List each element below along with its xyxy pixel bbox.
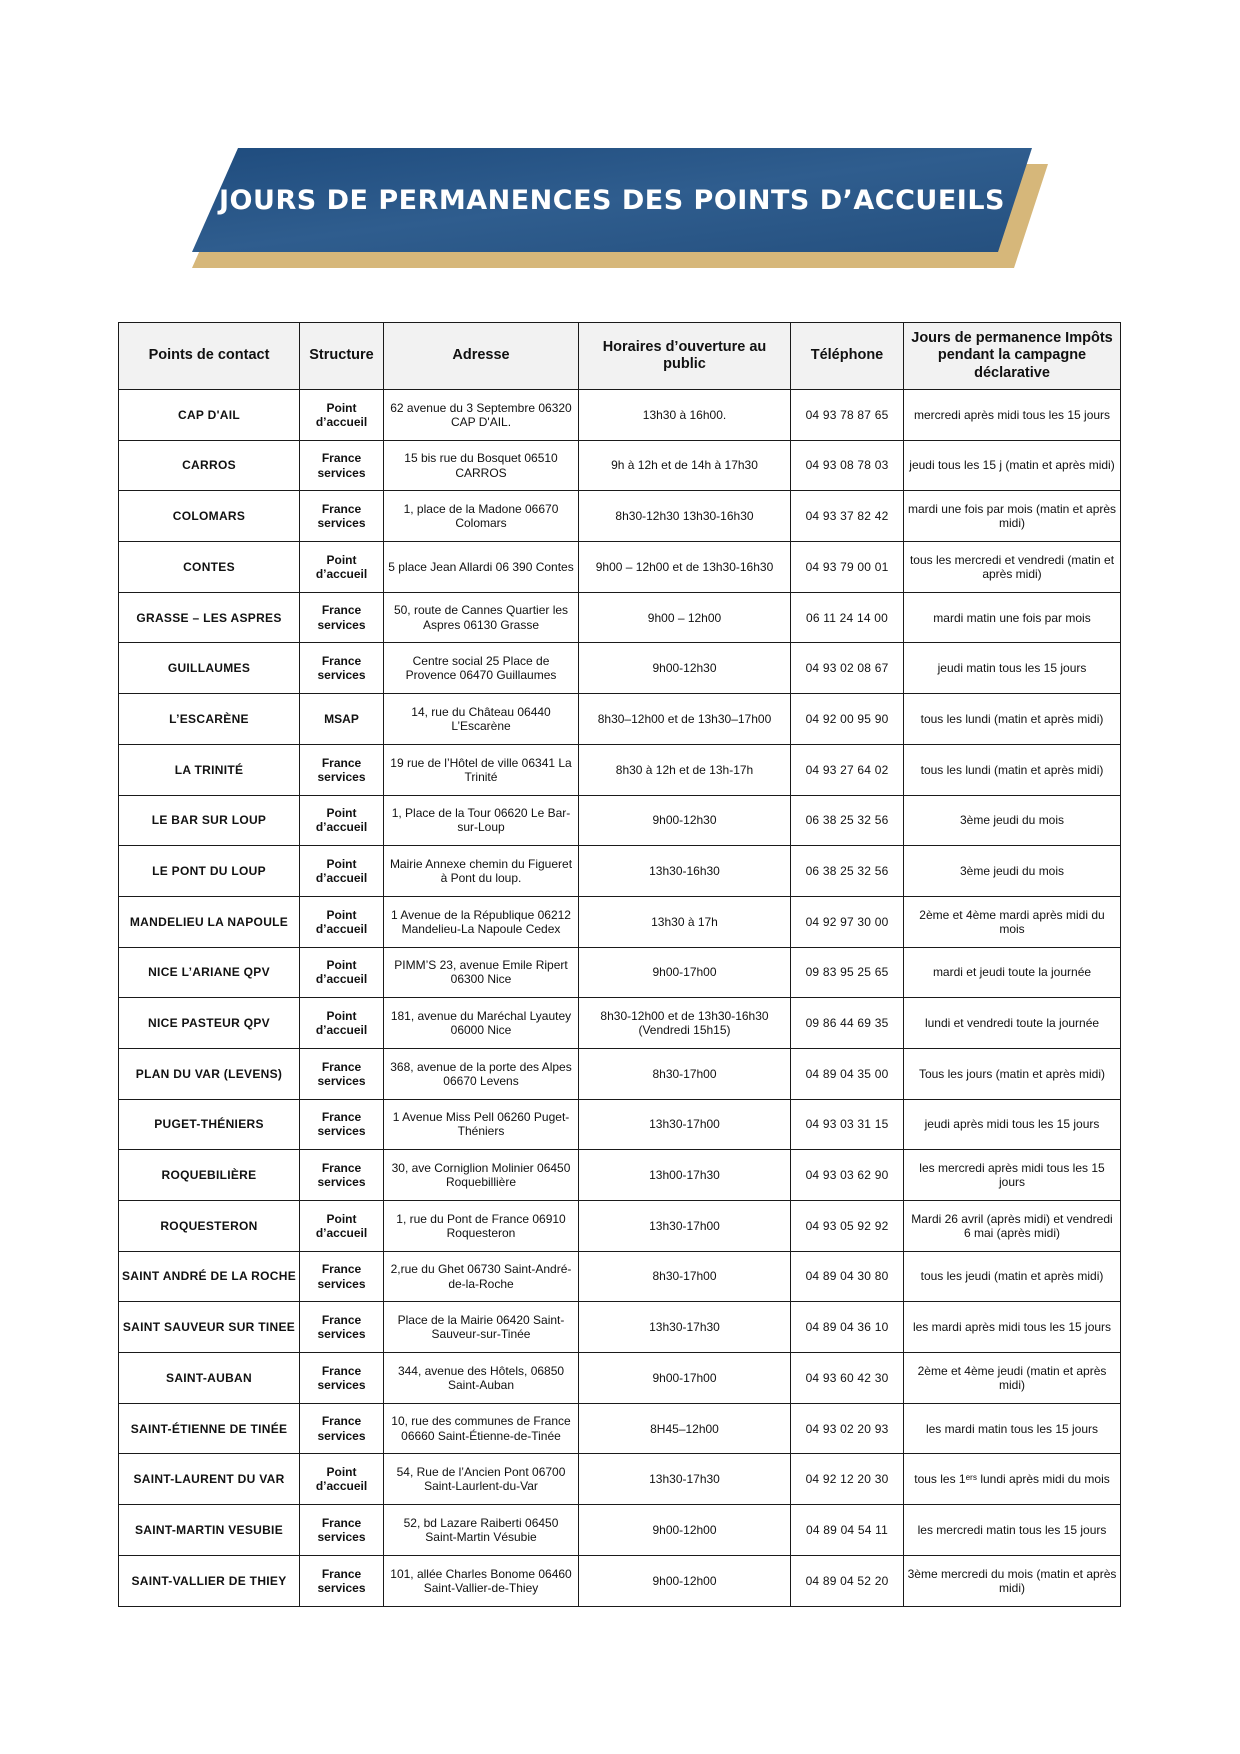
structure-type: France services <box>300 440 384 491</box>
permanence-days-cell: mardi et jeudi toute la journée <box>904 947 1121 998</box>
structure-type: France services <box>300 744 384 795</box>
table-row <box>119 1555 1121 1606</box>
opening-hours-cell: 9h00 – 12h00 et de 13h30-16h30 <box>579 542 791 593</box>
address-cell: 1, Place de la Tour 06620 Le Bar-sur-Loup <box>384 795 579 846</box>
opening-hours-cell: 13h30-17h30 <box>579 1454 791 1505</box>
address-cell: 1 Avenue de la République 06212 Mandelieu-La Napoule Cedex <box>384 896 579 947</box>
address-cell: 19 rue de l’Hôtel de ville 06341 La Trinité <box>384 744 579 795</box>
phone-cell: 06 11 24 14 00 <box>791 592 904 643</box>
table-row <box>119 491 1121 542</box>
phone-cell: 06 38 25 32 56 <box>791 846 904 897</box>
contact-point-name: CAP D'AIL <box>119 390 300 441</box>
phone-cell: 04 93 79 00 01 <box>791 542 904 593</box>
structure-type: France services <box>300 643 384 694</box>
structure-type: MSAP <box>300 694 384 745</box>
table-row <box>119 542 1121 593</box>
phone-cell: 04 93 05 92 92 <box>791 1201 904 1252</box>
opening-hours-cell: 8h30–12h00 et de 13h30–17h00 <box>579 694 791 745</box>
contact-point-name: CONTES <box>119 542 300 593</box>
permanence-days-cell: jeudi tous les 15 j (matin et après midi) <box>904 440 1121 491</box>
permanence-days-cell: tous les jeudi (matin et après midi) <box>904 1251 1121 1302</box>
opening-hours-cell: 9h00-12h30 <box>579 643 791 694</box>
phone-cell: 04 93 03 62 90 <box>791 1150 904 1201</box>
opening-hours-cell: 9h00-12h00 <box>579 1555 791 1606</box>
header-adresse: Adresse <box>384 323 579 390</box>
table-row <box>119 1099 1121 1150</box>
table-row <box>119 1505 1121 1556</box>
address-cell: Place de la Mairie 06420 Saint-Sauveur-sur-Tinée <box>384 1302 579 1353</box>
permanence-days-cell: mardi une fois par mois (matin et après midi) <box>904 491 1121 542</box>
contact-point-name: SAINT-MARTIN VESUBIE <box>119 1505 300 1556</box>
phone-cell: 04 93 78 87 65 <box>791 390 904 441</box>
permanence-days-cell: jeudi après midi tous les 15 jours <box>904 1099 1121 1150</box>
permanence-days-cell: mercredi après midi tous les 15 jours <box>904 390 1121 441</box>
address-cell: 344, avenue des Hôtels, 06850 Saint-Auban <box>384 1353 579 1404</box>
address-cell: 50, route de Cannes Quartier les Aspres 06130 Grasse <box>384 592 579 643</box>
opening-hours-cell: 13h30-16h30 <box>579 846 791 897</box>
address-cell: 1, rue du Pont de France 06910 Roquesteron <box>384 1201 579 1252</box>
structure-type: France services <box>300 491 384 542</box>
phone-cell: 04 89 04 36 10 <box>791 1302 904 1353</box>
opening-hours-cell: 13h30 à 16h00. <box>579 390 791 441</box>
phone-cell: 04 93 02 20 93 <box>791 1403 904 1454</box>
permanence-days-cell: 2ème et 4ème mardi après midi du mois <box>904 896 1121 947</box>
address-cell: 368, avenue de la porte des Alpes 06670 Levens <box>384 1048 579 1099</box>
contact-point-name: NICE PASTEUR QPV <box>119 998 300 1049</box>
opening-hours-cell: 8h30-17h00 <box>579 1048 791 1099</box>
contact-point-name: SAINT-AUBAN <box>119 1353 300 1404</box>
table-row <box>119 1251 1121 1302</box>
permanence-days-cell: jeudi matin tous les 15 jours <box>904 643 1121 694</box>
contact-point-name: COLOMARS <box>119 491 300 542</box>
table-row <box>119 390 1121 441</box>
table-row <box>119 1353 1121 1404</box>
opening-hours-cell: 13h00-17h30 <box>579 1150 791 1201</box>
header-telephone: Téléphone <box>791 323 904 390</box>
table-row <box>119 1201 1121 1252</box>
structure-type: Point d’accueil <box>300 1454 384 1505</box>
contact-point-name: LE PONT DU LOUP <box>119 846 300 897</box>
table-row <box>119 643 1121 694</box>
address-cell: 52, bd Lazare Raiberti 06450 Saint-Martin Vésubie <box>384 1505 579 1556</box>
contact-point-name: SAINT ANDRÉ DE LA ROCHE <box>119 1251 300 1302</box>
phone-cell: 04 93 03 31 15 <box>791 1099 904 1150</box>
address-cell: 30, ave Corniglion Molinier 06450 Roquebillière <box>384 1150 579 1201</box>
permanence-days-cell: les mardi matin tous les 15 jours <box>904 1403 1121 1454</box>
opening-hours-cell: 9h00 – 12h00 <box>579 592 791 643</box>
permanence-days-cell: tous les mercredi et vendredi (matin et après midi) <box>904 542 1121 593</box>
structure-type: Point d’accueil <box>300 846 384 897</box>
opening-hours-cell: 8h30-17h00 <box>579 1251 791 1302</box>
address-cell: 101, allée Charles Bonome 06460 Saint-Vallier-de-Thiey <box>384 1555 579 1606</box>
opening-hours-cell: 9h00-12h00 <box>579 1505 791 1556</box>
header-jours-de-permanence: Jours de permanence Impôts pendant la campagne déclarative <box>904 323 1121 390</box>
phone-cell: 06 38 25 32 56 <box>791 795 904 846</box>
table-row <box>119 1048 1121 1099</box>
phone-cell: 04 93 27 64 02 <box>791 744 904 795</box>
permanence-table <box>118 322 1121 1607</box>
contact-point-name: GRASSE – LES ASPRES <box>119 592 300 643</box>
structure-type: France services <box>300 1251 384 1302</box>
phone-cell: 09 83 95 25 65 <box>791 947 904 998</box>
structure-type: Point d’accueil <box>300 896 384 947</box>
structure-type: France services <box>300 1555 384 1606</box>
permanence-days-cell: lundi et vendredi toute la journée <box>904 998 1121 1049</box>
address-cell: 5 place Jean Allardi 06 390 Contes <box>384 542 579 593</box>
contact-point-name: ROQUESTERON <box>119 1201 300 1252</box>
phone-cell: 09 86 44 69 35 <box>791 998 904 1049</box>
address-cell: Mairie Annexe chemin du Figueret à Pont du loup. <box>384 846 579 897</box>
permanence-days-cell: 3ème jeudi du mois <box>904 846 1121 897</box>
title-banner <box>192 148 1048 268</box>
address-cell: 10, rue des communes de France 06660 Saint-Étienne-de-Tinée <box>384 1403 579 1454</box>
header-structure: Structure <box>300 323 384 390</box>
header-horaires: Horaires d’ouverture au public <box>579 323 791 390</box>
phone-cell: 04 93 60 42 30 <box>791 1353 904 1404</box>
structure-type: France services <box>300 592 384 643</box>
table-row <box>119 440 1121 491</box>
structure-type: Point d’accueil <box>300 947 384 998</box>
permanence-days-cell: tous les 1ᵉʳˢ lundi après midi du mois <box>904 1454 1121 1505</box>
permanence-days-cell: les mercredi après midi tous les 15 jours <box>904 1150 1121 1201</box>
opening-hours-cell: 9h00-12h30 <box>579 795 791 846</box>
phone-cell: 04 92 00 95 90 <box>791 694 904 745</box>
structure-type: France services <box>300 1353 384 1404</box>
structure-type: Point d’accueil <box>300 998 384 1049</box>
permanence-days-cell: les mercredi matin tous les 15 jours <box>904 1505 1121 1556</box>
table-row <box>119 592 1121 643</box>
table-row <box>119 998 1121 1049</box>
phone-cell: 04 93 02 08 67 <box>791 643 904 694</box>
permanence-days-cell: 2ème et 4ème jeudi (matin et après midi) <box>904 1353 1121 1404</box>
structure-type: France services <box>300 1505 384 1556</box>
address-cell: 15 bis rue du Bosquet 06510 CARROS <box>384 440 579 491</box>
table-row <box>119 896 1121 947</box>
permanence-days-cell: les mardi après midi tous les 15 jours <box>904 1302 1121 1353</box>
address-cell: 2,rue du Ghet 06730 Saint-André-de-la-Roche <box>384 1251 579 1302</box>
table-header-row <box>119 323 1121 390</box>
structure-type: Point d’accueil <box>300 542 384 593</box>
contact-point-name: ROQUEBILIÈRE <box>119 1150 300 1201</box>
contact-point-name: SAINT-ÉTIENNE DE TINÉE <box>119 1403 300 1454</box>
permanence-days-cell: mardi matin une fois par mois <box>904 592 1121 643</box>
table-row <box>119 744 1121 795</box>
opening-hours-cell: 8h30-12h30 13h30-16h30 <box>579 491 791 542</box>
opening-hours-cell: 8h30-12h00 et de 13h30-16h30 (Vendredi 15h15) <box>579 998 791 1049</box>
permanence-days-cell: tous les lundi (matin et après midi) <box>904 744 1121 795</box>
permanence-days-cell: tous les lundi (matin et après midi) <box>904 694 1121 745</box>
table-body <box>119 390 1121 1607</box>
address-cell: Centre social 25 Place de Provence 06470 Guillaumes <box>384 643 579 694</box>
table-row <box>119 1150 1121 1201</box>
contact-point-name: LE BAR SUR LOUP <box>119 795 300 846</box>
contact-point-name: PUGET-THÉNIERS <box>119 1099 300 1150</box>
opening-hours-cell: 8h30 à 12h et de 13h-17h <box>579 744 791 795</box>
structure-type: France services <box>300 1099 384 1150</box>
structure-type: Point d’accueil <box>300 1201 384 1252</box>
opening-hours-cell: 9h00-17h00 <box>579 1353 791 1404</box>
table-row <box>119 846 1121 897</box>
structure-type: Point d’accueil <box>300 390 384 441</box>
phone-cell: 04 93 37 82 42 <box>791 491 904 542</box>
contact-point-name: L’ESCARÈNE <box>119 694 300 745</box>
structure-type: Point d’accueil <box>300 795 384 846</box>
table-row <box>119 1403 1121 1454</box>
address-cell: 181, avenue du Maréchal Lyautey 06000 Nice <box>384 998 579 1049</box>
address-cell: 62 avenue du 3 Septembre 06320 CAP D'AIL. <box>384 390 579 441</box>
permanence-days-cell: 3ème jeudi du mois <box>904 795 1121 846</box>
structure-type: France services <box>300 1302 384 1353</box>
permanence-days-cell: Mardi 26 avril (après midi) et vendredi 6 mai (après midi) <box>904 1201 1121 1252</box>
contact-point-name: SAINT-VALLIER DE THIEY <box>119 1555 300 1606</box>
structure-type: France services <box>300 1403 384 1454</box>
table-row <box>119 1454 1121 1505</box>
address-cell: 1, place de la Madone 06670 Colomars <box>384 491 579 542</box>
phone-cell: 04 93 08 78 03 <box>791 440 904 491</box>
permanence-days-cell: Tous les jours (matin et après midi) <box>904 1048 1121 1099</box>
contact-point-name: SAINT SAUVEUR SUR TINEE <box>119 1302 300 1353</box>
address-cell: 14, rue du Château 06440 L’Escarène <box>384 694 579 745</box>
phone-cell: 04 89 04 35 00 <box>791 1048 904 1099</box>
contact-point-name: MANDELIEU LA NAPOULE <box>119 896 300 947</box>
address-cell: 1 Avenue Miss Pell 06260 Puget-Théniers <box>384 1099 579 1150</box>
address-cell: PIMM’S 23, avenue Emile Ripert 06300 Nice <box>384 947 579 998</box>
header-points-de-contact: Points de contact <box>119 323 300 390</box>
page-title: JOURS DE PERMANENCES DES POINTS D’ACCUEILS <box>219 184 1005 216</box>
phone-cell: 04 92 97 30 00 <box>791 896 904 947</box>
phone-cell: 04 89 04 30 80 <box>791 1251 904 1302</box>
contact-point-name: PLAN DU VAR (LEVENS) <box>119 1048 300 1099</box>
contact-point-name: CARROS <box>119 440 300 491</box>
table-row <box>119 1302 1121 1353</box>
opening-hours-cell: 8H45–12h00 <box>579 1403 791 1454</box>
phone-cell: 04 92 12 20 30 <box>791 1454 904 1505</box>
structure-type: France services <box>300 1150 384 1201</box>
permanence-days-cell: 3ème mercredi du mois (matin et après midi) <box>904 1555 1121 1606</box>
contact-point-name: SAINT-LAURENT DU VAR <box>119 1454 300 1505</box>
opening-hours-cell: 13h30-17h30 <box>579 1302 791 1353</box>
table-row <box>119 795 1121 846</box>
opening-hours-cell: 13h30 à 17h <box>579 896 791 947</box>
opening-hours-cell: 13h30-17h00 <box>579 1099 791 1150</box>
phone-cell: 04 89 04 54 11 <box>791 1505 904 1556</box>
structure-type: France services <box>300 1048 384 1099</box>
address-cell: 54, Rue de l’Ancien Pont 06700 Saint-Laurlent-du-Var <box>384 1454 579 1505</box>
table-row <box>119 694 1121 745</box>
opening-hours-cell: 9h00-17h00 <box>579 947 791 998</box>
phone-cell: 04 89 04 52 20 <box>791 1555 904 1606</box>
opening-hours-cell: 9h à 12h et de 14h à 17h30 <box>579 440 791 491</box>
contact-point-name: LA TRINITÉ <box>119 744 300 795</box>
opening-hours-cell: 13h30-17h00 <box>579 1201 791 1252</box>
contact-point-name: GUILLAUMES <box>119 643 300 694</box>
contact-point-name: NICE L’ARIANE QPV <box>119 947 300 998</box>
table-row <box>119 947 1121 998</box>
